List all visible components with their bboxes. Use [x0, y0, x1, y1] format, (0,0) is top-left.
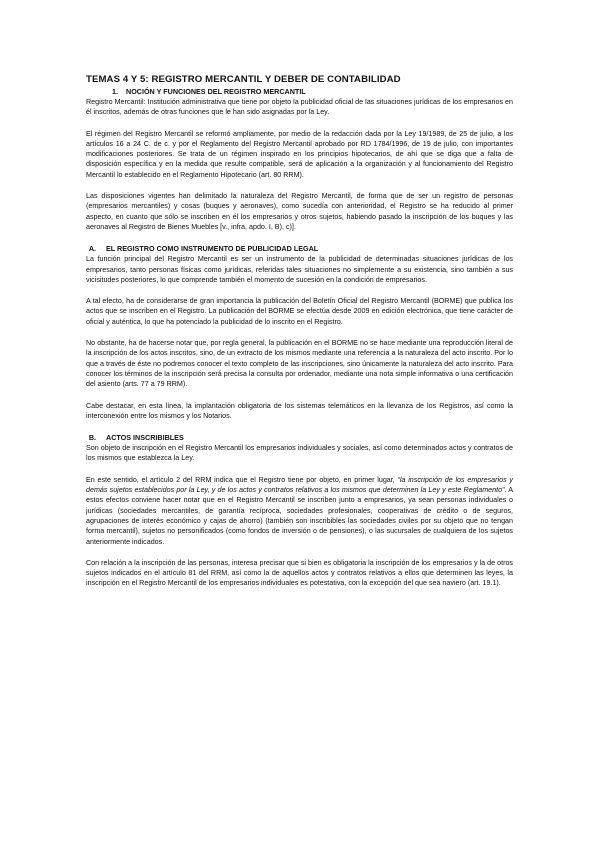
section-heading-text: NOCIÓN Y FUNCIONES DEL REGISTRO MERCANTIL — [126, 87, 306, 96]
paragraph-text: En este sentido, el artículo 2 del RRM indica que el Registro tiene por objeto, en primer lugar, — [86, 475, 398, 484]
section-heading-text: ACTOS INSCRIBIBLES — [106, 433, 184, 443]
section-heading-a — [86, 244, 513, 253]
paragraph: Registro Mercantil: Institución administrativa que tiene por objeto la publicidad oficial de las situaciones jurídicas de los empresarios en él inscritos, además de otras funciones que le han sido asignadas por la Ley. — [86, 98, 513, 117]
section-letter: A. — [88, 244, 96, 254]
section-number: 1. — [112, 87, 118, 96]
paragraph — [86, 475, 513, 547]
paragraph: La función principal del Registro Mercantil es ser un instrumento de la publicidad de determinadas situaciones jurídicas de los empresarios, tanto personas físicas como jurídicas, referidas tales situaciones no simplemente a su existencia, sino también a sus vicisitudes posteriores, lo que comprende también el momento de sucesión en la condición de empresarios. — [86, 255, 513, 284]
document-title: TEMAS 4 Y 5: REGISTRO MERCANTIL Y DEBER DE CONTABILIDAD — [86, 74, 401, 85]
section-letter: B. — [88, 433, 96, 443]
section-heading-text: EL REGISTRO COMO INSTRUMENTO DE PUBLICIDAD LEGAL — [106, 244, 319, 254]
paragraph: No obstante, ha de hacerse notar que, por regla general, la publicación en el BORME no se hace mediante una reproducción literal de la inscripción de los actos inscritos, sino, de un extracto de los mismos mediante una referencia a la naturaleza del acto inscrito. Por lo que a través de éste no podremos conocer el texto completo de las inscripciones, sino únicamente la naturaleza del acto inscrito. Para conocer los términos de la inscripción será precisa la consulta por ordenador, mediante una nota simple informativa o una certificación del asiento (arts. 77 a 79 RRM). — [86, 339, 513, 389]
paragraph: Las disposiciones vigentes han delimitado la naturaleza del Registro Mercantil, de forma que de ser un registro de personas (empresarios mercantiles) y cosas (buques y aeronaves), como sucedía con anterioridad, el Registro se ha reducido al primer aspecto, en cuanto que sólo se inscriben en él los empresarios y otros sujetos, habiendo pasado la inscripción de los buques y las aeronaves al Registro de Bienes Muebles [v., infra, apdo. I, B), c)]. — [86, 192, 513, 231]
paragraph: Son objeto de inscripción en el Registro Mercantil los empresarios individuales y sociales, así como determinados actos y contratos de los mismos que establezca la Ley. — [86, 444, 513, 463]
paragraph: Con relación a la inscripción de las personas, interesa precisar que si bien es obligatoria la inscripción de los empresarios y la de otros sujetos indicados en el artículo 81 del RRM, así como la de aquellos actos y contratos relativos a ellos que determinen las leyes, la inscripción en el Registro Mercantil de los empresarios individuales es potestativa, con la excepción del que sea naviero (art. 19.1). — [86, 558, 513, 588]
section-heading-b — [86, 433, 513, 442]
paragraph: A tal efecto, ha de considerarse de gran importancia la publicación del Boletín Oficial del Registro Mercantil (BORME) que publica los actos que se inscriben en el Registro. La publicación del BORME se efectúa desde 2009 en edición electrónica, que tiene carácter de oficial y auténtica, lo que ha potenciado la publicidad de lo inscrito en el Registro. — [86, 297, 513, 326]
section-heading-1 — [86, 87, 513, 96]
paragraph: Cabe destacar, en esta línea, la implantación obligatoria de los sistemas telemáticos en la llevanza de los Registros, así como la interconexión entre los mismos y los Notarios. — [86, 401, 513, 420]
quote-text: “la inscripción de los empresarios y demás sujetos establecidos por la Ley, y de los actos y contratos relativos a los mismos que determinen la Ley y este Reglamento” — [86, 475, 513, 495]
paragraph: El régimen del Registro Mercantil se reformó ampliamente, por medio de la redacción dada por la Ley 19/1989, de 25 de julio, a los artículos 16 a 24 C. de c. y por el Reglamento del Registro Mercantil aprobado por RD 1784/1996, de 19 de julio, con importantes modificaciones posteriores. Se trata de un régimen inspirado en los principios hipotecarios, de ahí que se diga que a falta de disposición específica y en la medida que resulte compatible, será de aplicación a la organización y al funcionamiento del Registro Mercantil lo establecido en el Reglamento Hipotecario (art. 80 RRM). — [86, 129, 513, 179]
paragraph-text: . A estos efectos conviene hacer notar que en el Registro Mercantil se inscriben junto a empresarios, ya sean personas individuales o jurídicas (sociedades mercantiles, de garantía recíproca, sociedades profesionales, cooperativas de crédito o de seguros, agrupaciones de interés económico y cajas de ahorro) (también son inscribibles las sociedades civiles por su objeto que no tengan forma mercantil), sujetos no personificados (como fondos de inversión o de pensiones), o las sucursales de cualquiera de los sujetos anteriormente indicados. — [86, 486, 513, 546]
